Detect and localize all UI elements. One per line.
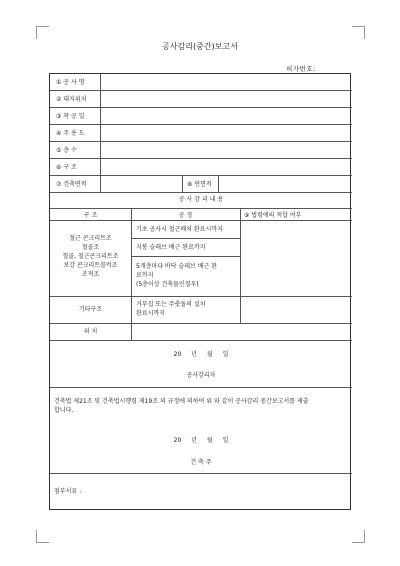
structure-type: 철골조: [81, 244, 100, 251]
supervisor-label: 공사감리자: [186, 372, 216, 379]
label-divider: [182, 175, 183, 192]
row-divider: [50, 107, 352, 108]
crop-mark-bottom-right: [352, 530, 365, 543]
stage-item: 완료시까지: [136, 310, 165, 317]
row-divider: [50, 323, 352, 324]
row-divider: [50, 141, 352, 142]
statement-text: 합니다.: [54, 407, 74, 414]
row-divider: [50, 192, 352, 193]
row-divider: [50, 208, 352, 209]
column-divider: [131, 208, 132, 340]
label-divider: [218, 175, 219, 192]
stage-divider: [131, 238, 240, 239]
permit-number-label: 허가번호:: [286, 65, 316, 73]
row-divider: [50, 387, 352, 388]
attachments-label: 첨부서류 :: [54, 488, 82, 495]
purpose-label: ④ 주 용 도: [56, 130, 85, 137]
other-structure-label: 기타구조: [78, 306, 103, 313]
statement-text: 건축법 제21조 및 건축법시행령 제19조 의 규정에 의하여 위 와 같이 공사감리 중간보고서를 제출: [54, 398, 309, 405]
row-divider: [50, 220, 352, 221]
building-area-label: ⑦ 건축면적: [56, 181, 87, 188]
column-compliance: ⑨ 법령에의 적합 여부: [244, 212, 302, 219]
stage-item: 기초 공사시 철근배치 완료시까지: [136, 226, 223, 233]
structure-label: ⑥ 구 조: [56, 164, 77, 171]
site-name-label: ① 공 사 명: [56, 79, 85, 86]
supervision-header: 공 사 감 리 내 용: [178, 196, 224, 203]
structure-type: 보강 콘크리트블럭조: [63, 262, 118, 269]
structure-type: 조적조: [81, 271, 100, 278]
row-divider: [50, 158, 352, 159]
crop-mark-top-right: [352, 26, 365, 39]
document-title: 공사감리(중간)보고서: [162, 42, 238, 51]
crop-mark-bottom-left: [36, 530, 49, 543]
row-divider: [50, 175, 352, 176]
row-divider: [50, 124, 352, 125]
row-divider: [50, 340, 352, 341]
stage-item: 거푸집 또는 주춧돌의 설치: [136, 301, 206, 308]
stage-divider: [131, 256, 240, 257]
row-divider: [50, 296, 352, 297]
structure-type: 철골, 철근콘크리트조: [62, 253, 119, 260]
location-label: ② 대지위치: [56, 96, 87, 103]
floors-label: ⑤ 층 수: [56, 147, 77, 154]
stage-item: (5층이상 건축물인경우): [136, 281, 199, 288]
row-divider: [50, 90, 352, 91]
label-divider: [100, 74, 101, 175]
structure-type: 철근 콘크리트조: [69, 235, 112, 242]
row-divider: [50, 473, 352, 474]
total-floor-area-label: ⑧ 연면적: [187, 181, 212, 188]
start-date-label: ③ 착 공 일: [56, 113, 85, 120]
date-line: 20 년 월 일: [173, 351, 229, 358]
owner-label: 건 축 주: [190, 459, 212, 466]
stage-item: 5개층마다 바닥 슬래브 배근 완: [136, 263, 217, 270]
column-stage: 공 정: [178, 212, 193, 219]
stage-item: 료까지: [136, 272, 154, 279]
stage-item: 지붕 슬래브 배근 완료까지: [136, 244, 206, 251]
column-divider: [240, 208, 241, 323]
label-divider: [100, 175, 101, 192]
column-structure: 구 조: [83, 212, 98, 219]
report-form: [49, 73, 351, 510]
crop-mark-top-left: [36, 26, 49, 39]
position-label: 위 치: [83, 328, 98, 335]
date-line: 20 년 월 일: [173, 437, 229, 444]
